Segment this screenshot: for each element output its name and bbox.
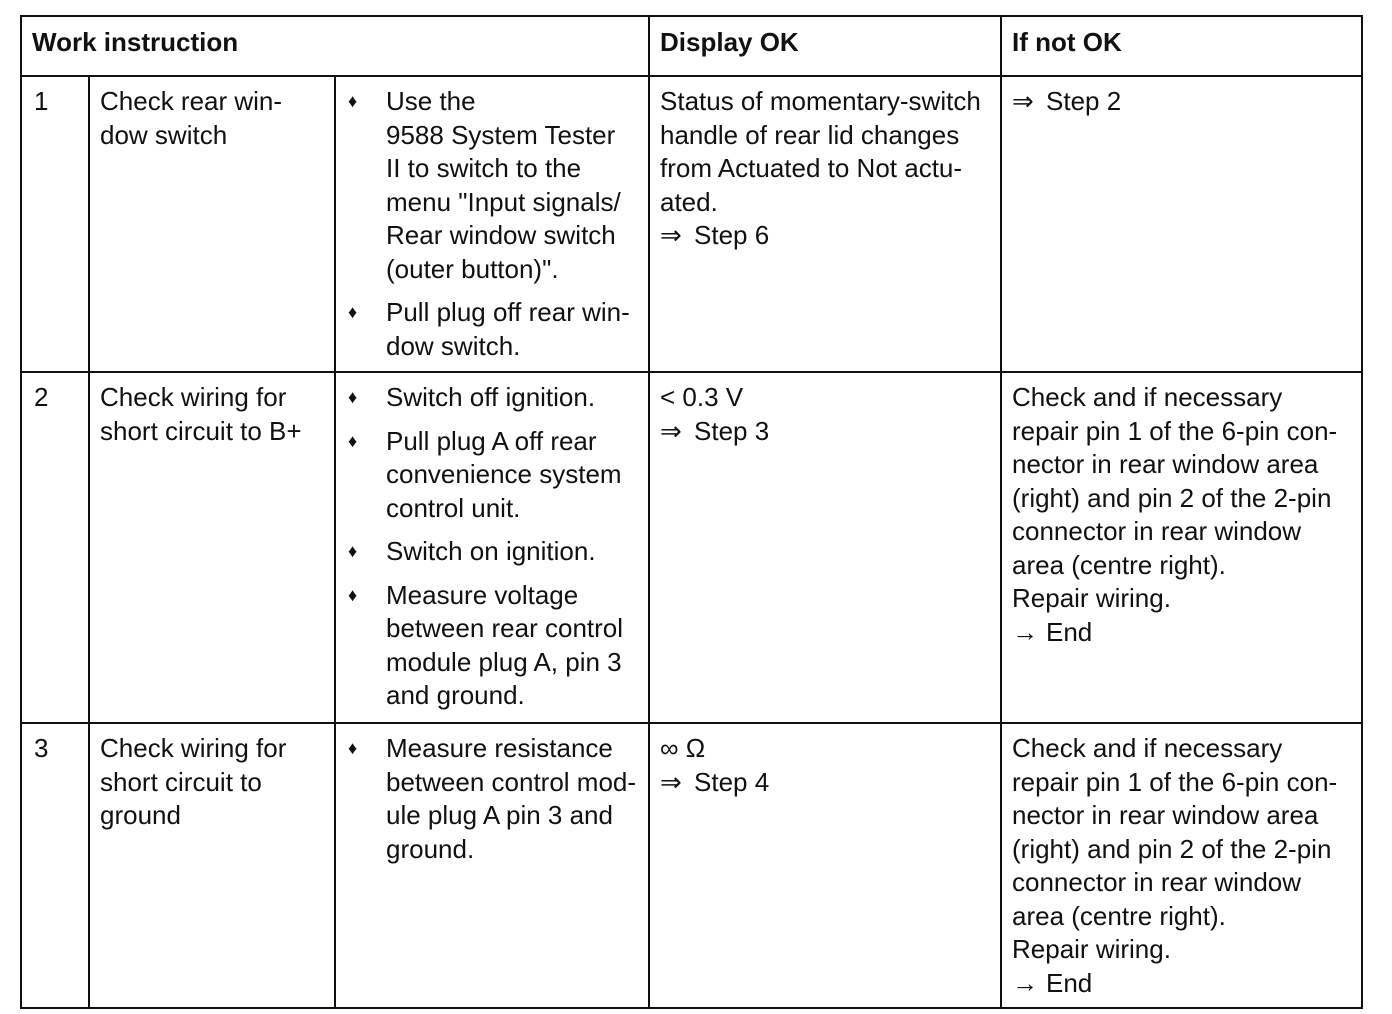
instruction-text: Measure voltage between rear control module plug A, pin 3 and ground. — [386, 579, 624, 710]
step-instructions — [335, 372, 649, 723]
instruction-text: Pull plug A off rear convenience system control unit. — [386, 425, 622, 523]
step-title: Check wiring for short circuit to B+ — [89, 372, 335, 723]
next-step-label: Step 6 — [694, 220, 770, 250]
next-step-line — [660, 219, 992, 253]
display-ok-text: from Actuated to Not actu- — [660, 153, 963, 183]
table-body — [21, 76, 1362, 1008]
if-not-ok-text: Repair wiring. — [1012, 934, 1171, 964]
next-step-line — [660, 766, 992, 800]
diamond-bullet-icon: ♦ — [348, 541, 358, 561]
next-step-label: Step 4 — [694, 766, 770, 797]
instruction-text: Switch on ignition. — [386, 536, 596, 566]
diamond-bullet-icon: ♦ — [348, 387, 358, 407]
table-row — [21, 372, 1362, 723]
if-not-ok-result-label: End — [1046, 967, 1093, 998]
header-display-ok: Display OK — [649, 16, 1001, 76]
diamond-bullet-icon: ♦ — [348, 91, 358, 111]
if-not-ok-text: (right) and pin 2 of the 2-pin — [1012, 833, 1332, 864]
if-not-ok-result-label: Step 2 — [1046, 86, 1122, 116]
step-number: 1 — [21, 76, 89, 372]
table-row — [21, 723, 1362, 1008]
table-header-row — [21, 16, 1362, 76]
display-ok-text: ated. — [660, 186, 718, 217]
double-arrow-icon: ⇒ — [660, 766, 682, 797]
if-not-ok-text: area (centre right). — [1012, 900, 1226, 931]
instruction-list — [346, 381, 640, 713]
step-number: 3 — [21, 723, 89, 1008]
step-instructions — [335, 76, 649, 372]
if-not-ok-text: Check and if necessary — [1012, 733, 1283, 763]
if-not-ok-text: connector in rear window — [1012, 867, 1302, 897]
list-item — [346, 296, 640, 363]
if-not-ok-text: repair pin 1 of the 6-pin con- — [1012, 766, 1338, 797]
if-not-ok-cell — [1001, 76, 1362, 372]
list-item — [346, 381, 640, 415]
if-not-ok-text: connector in rear window — [1012, 516, 1302, 546]
instruction-list — [346, 85, 640, 363]
step-number: 2 — [21, 372, 89, 723]
instruction-text: Switch off ignition. — [386, 382, 596, 412]
step-title: Check rear win- dow switch — [89, 76, 335, 372]
if-not-ok-text: nector in rear window area — [1012, 449, 1319, 479]
list-item — [346, 579, 640, 713]
diamond-bullet-icon: ♦ — [348, 430, 358, 451]
list-item — [346, 85, 640, 286]
header-if-not-ok: If not OK — [1001, 16, 1362, 76]
next-step-line — [660, 415, 992, 449]
diamond-bullet-icon: ♦ — [348, 738, 358, 758]
header-work-instruction: Work instruction — [21, 16, 649, 76]
if-not-ok-text: Repair wiring. — [1012, 583, 1171, 613]
if-not-ok-result-line — [1012, 85, 1353, 119]
if-not-ok-text: nector in rear window area — [1012, 800, 1319, 830]
if-not-ok-text: repair pin 1 of the 6-pin con- — [1012, 415, 1338, 446]
diamond-bullet-icon: ♦ — [348, 302, 358, 322]
display-ok-text: < 0.3 V — [660, 382, 744, 412]
if-not-ok-cell — [1001, 723, 1362, 1008]
double-arrow-icon: ⇒ — [1012, 86, 1034, 116]
if-not-ok-result-label: End — [1046, 616, 1093, 647]
work-instruction-table — [20, 15, 1363, 1009]
if-not-ok-result-line — [1012, 967, 1353, 1001]
instruction-list — [346, 732, 640, 866]
diamond-bullet-icon: ♦ — [348, 584, 358, 605]
if-not-ok-cell — [1001, 372, 1362, 723]
if-not-ok-text: area (centre right). — [1012, 549, 1226, 580]
list-item — [346, 732, 640, 866]
instruction-text: Measure resistance between control mod- ule plug A pin 3 and ground. — [386, 733, 637, 864]
list-item — [346, 425, 640, 526]
display-ok-cell — [649, 76, 1001, 372]
step-title: Check wiring for short circuit to ground — [89, 723, 335, 1008]
double-arrow-icon: ⇒ — [660, 415, 682, 446]
if-not-ok-result-line — [1012, 616, 1353, 650]
display-ok-text: Status of momentary-switch — [660, 86, 981, 116]
right-arrow-icon: → — [1012, 616, 1038, 647]
table-row — [21, 76, 1362, 372]
instruction-text: Use the 9588 System Tester II to switch to the menu "Input signals/ Rear window switch (outer button)". — [386, 86, 621, 284]
next-step-label: Step 3 — [694, 415, 770, 446]
double-arrow-icon: ⇒ — [660, 220, 682, 250]
instruction-text: Pull plug off rear win- dow switch. — [386, 297, 630, 361]
right-arrow-icon: → — [1012, 967, 1038, 998]
list-item — [346, 535, 640, 569]
display-ok-text: ∞ Ω — [660, 733, 706, 763]
if-not-ok-text: Check and if necessary — [1012, 382, 1283, 412]
display-ok-text: handle of rear lid changes — [660, 119, 960, 150]
step-instructions — [335, 723, 649, 1008]
display-ok-cell — [649, 723, 1001, 1008]
display-ok-cell — [649, 372, 1001, 723]
if-not-ok-text: (right) and pin 2 of the 2-pin — [1012, 482, 1332, 513]
